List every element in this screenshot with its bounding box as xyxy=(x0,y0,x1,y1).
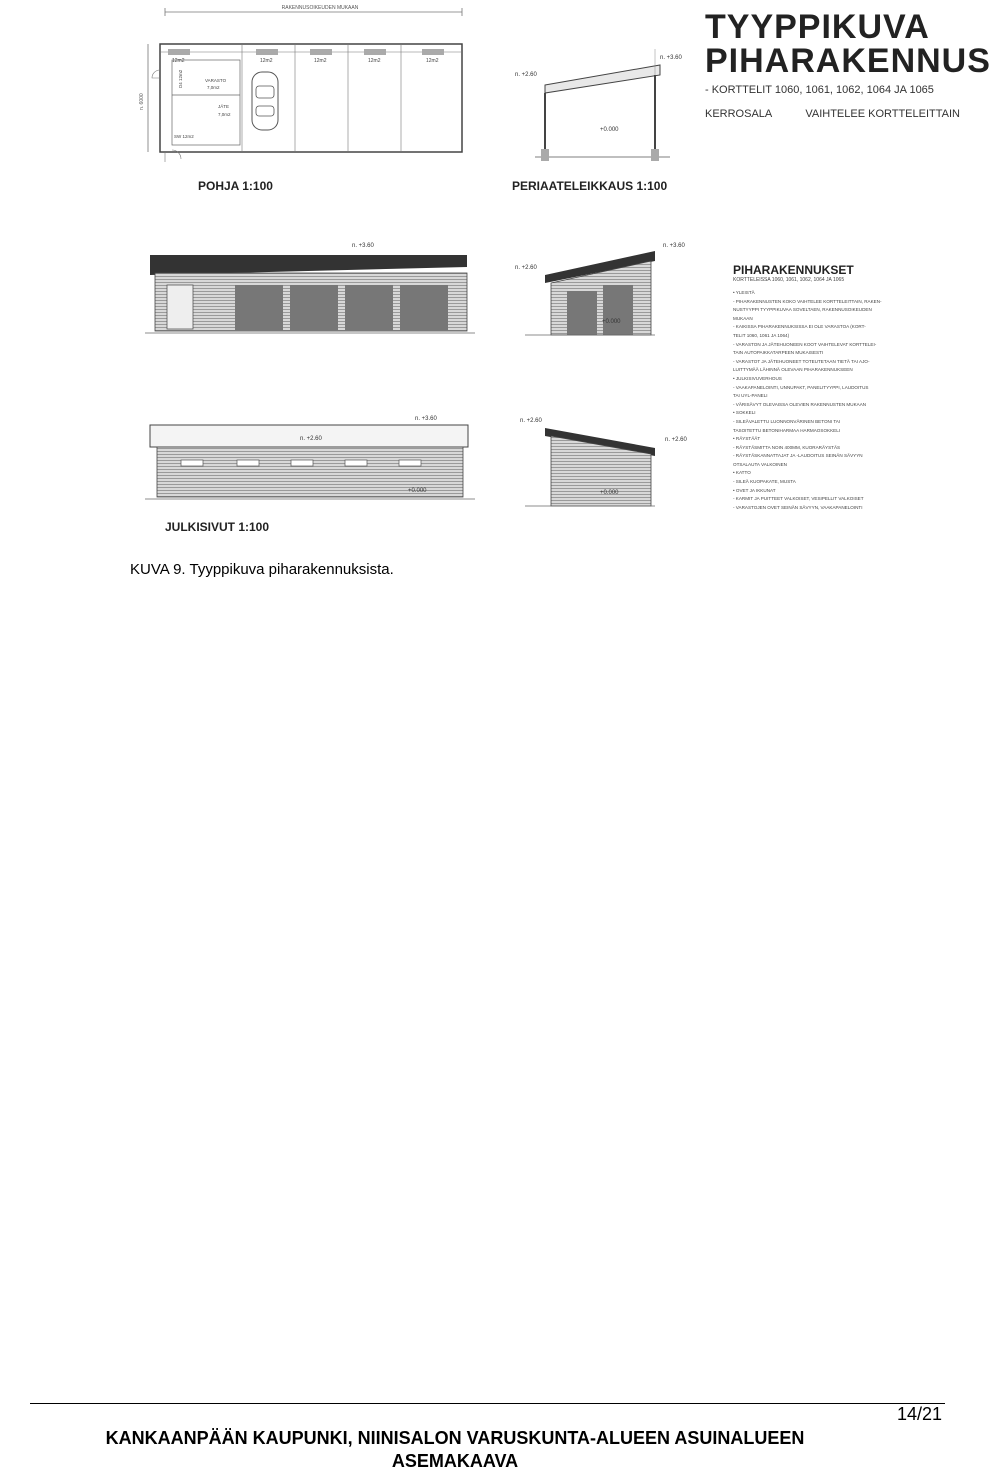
elevation-long-back xyxy=(145,420,475,510)
elevation-level: n. +2.60 xyxy=(515,265,537,271)
elevation-level: n. +2.60 xyxy=(300,436,322,442)
elevation-gable-1 xyxy=(505,245,655,345)
elevation-level: n. +3.60 xyxy=(352,243,374,249)
section-level-floor: +0.000 xyxy=(600,127,619,133)
title-block xyxy=(705,8,991,120)
figure-caption: KUVA 9. Tyyppikuva piharakennuksista. xyxy=(130,561,394,578)
room-label: 12m2 xyxy=(426,58,439,64)
plan-label: POHJA 1:100 xyxy=(198,179,273,193)
note-line: • YLEISTÄ xyxy=(733,290,755,295)
notes-subtitle: KORTTELEISSA 1060, 1061, 1062, 1064 JA 1065 xyxy=(733,277,845,283)
notes-block xyxy=(733,263,953,512)
elevation-level: +0.000 xyxy=(600,490,619,496)
note-line: - VÄRISÄVYT OLEVAISSA OLEVIEN RAKENNUSTEN MUKAAN xyxy=(733,401,867,407)
room-label: 12m2 xyxy=(314,58,327,64)
blocks-line: - KORTTELIT 1060, 1061, 1062, 1064 JA 1065 xyxy=(705,84,934,96)
section-level-high: n. +3.60 xyxy=(660,55,682,61)
note-line: • RÄYSTÄÄT xyxy=(733,436,761,442)
waste-label: JÄTE xyxy=(218,104,230,109)
elevation-gable-2 xyxy=(505,418,655,508)
notes-title: PIHARAKENNUKSET xyxy=(733,263,854,277)
footer-rule xyxy=(30,1403,945,1404)
note-line: MUKAAN xyxy=(733,315,753,321)
footer-line-2: ASEMAKAAVA xyxy=(391,1451,519,1471)
footer-line-1: KANKAANPÄÄN KAUPUNKI, NIINISALON VARUSKUNTA-ALUEEN ASUINALUEEN xyxy=(105,1428,805,1448)
room-label: 12m2 xyxy=(172,58,185,64)
note-line: TELIT 1060, 1061 JA 1064) xyxy=(733,332,790,338)
elevation-level: n. +3.60 xyxy=(415,416,437,422)
note-line: • SOKKELI xyxy=(733,410,756,416)
elevation-level: +0.000 xyxy=(602,319,621,325)
note-line: - PIHARAKENNUSTEN KOKO VAIHTELEE KORTTELEITTAIN, RAKEN- xyxy=(733,298,882,304)
footer-title xyxy=(0,1427,910,1473)
storage-area: 7,0m2 xyxy=(207,85,220,90)
note-line: - SILEÄVALETTU LUONNONVÄRINEN BETONI TAI xyxy=(733,418,841,424)
elevation-level: n. +2.60 xyxy=(520,418,542,424)
plan-side-dimension: n. 6000 xyxy=(139,93,145,110)
entry-label: D4 12m2 xyxy=(178,69,183,88)
note-line: • JULKISIVUVERHOUS xyxy=(733,375,782,381)
note-line: OTSALAUTA VALKOINEN xyxy=(733,461,787,467)
elevation-level: +0.000 xyxy=(408,488,427,494)
drawing-subtitle: PIHARAKENNUS xyxy=(705,42,991,80)
note-line: TASOITETTU BETONIHARMAA HARMAOSOKKELI xyxy=(733,427,841,433)
section-level-low: n. +2.60 xyxy=(515,72,537,78)
note-line: - VARASTON JA JÄTEHUONEEN KOOT VAIHTELEVAT KORTTELEI- xyxy=(733,341,877,347)
section-label: PERIAATELEIKKAUS 1:100 xyxy=(512,179,668,193)
elevation-level: n. +3.60 xyxy=(663,243,685,249)
elevation-level: n. +2.60 xyxy=(665,437,687,443)
note-line: - RÄYSTÄSMITTA NOIN 400MM, KUORARÄYSTÄS xyxy=(733,444,841,450)
note-line: - VAAKAPANELOINTI, UNNUPAKT, PANELITYYPPI, LAUDOITUS xyxy=(733,384,869,390)
note-line: TAI UYL-PANELI xyxy=(733,393,768,399)
bike-label: SW 12m2 xyxy=(174,134,194,139)
drawing-title: TYYPPIKUVA xyxy=(705,8,930,46)
note-line: - VARASTOJEN OVET SEINÄN SÄVYYN, VAAKAPANELOINTI xyxy=(733,504,863,510)
note-line: LUITTYMÄÄ LÄHINNÄ OLEVAAN PIHARAKENNUKSEEN xyxy=(733,367,853,373)
note-line: • KATTO xyxy=(733,470,751,476)
note-line: NUSTYYPPI TYYPPIKUVAA SOVELTAEN, RAKENNUSOIKEUDEN xyxy=(733,307,872,313)
plan-top-dimension: RAKENNUSOIKEUDEN MUKAAN xyxy=(281,5,359,11)
area-value: VAIHTELEE KORTTELEITTAIN xyxy=(805,108,960,120)
elevation-long-front xyxy=(145,245,475,345)
page-number: 14/21 xyxy=(896,1404,942,1424)
floor-plan-drawing xyxy=(130,0,490,175)
elevations-label: JULKISIVUT 1:100 xyxy=(165,520,270,534)
note-line: • OVET JA IKKUNAT xyxy=(733,487,776,493)
note-line: - KAIKISSA PIHARAKENNUKSISSA EI OLE VARASTOA (KORT- xyxy=(733,324,866,330)
car-icon xyxy=(252,72,278,130)
note-line: - RÄYSTÄSKANNATTAJAT JA -LAUDOITUS SEINÄN SÄVYYN xyxy=(733,453,863,459)
note-line: TAIN AUTOPAIKKATARPEEN MUKAISESTI xyxy=(733,350,824,356)
note-line: - VARASTOT JA JÄTEHUONEET TOTEUTETAAN TIETÄ TAI AJO- xyxy=(733,358,870,364)
waste-area: 7,0m2 xyxy=(218,112,231,117)
storage-label: VARASTO xyxy=(205,78,227,83)
room-label: 12m2 xyxy=(260,58,273,64)
room-label: 12m2 xyxy=(368,58,381,64)
note-line: - SILEÄ KUOPAKATE, MUSTA xyxy=(733,479,796,485)
note-line: - KARMIT JA PUITTEET VALKOISET, VESIPELLIT VALKOISET xyxy=(733,496,864,502)
area-label: KERROSALA xyxy=(705,108,773,120)
